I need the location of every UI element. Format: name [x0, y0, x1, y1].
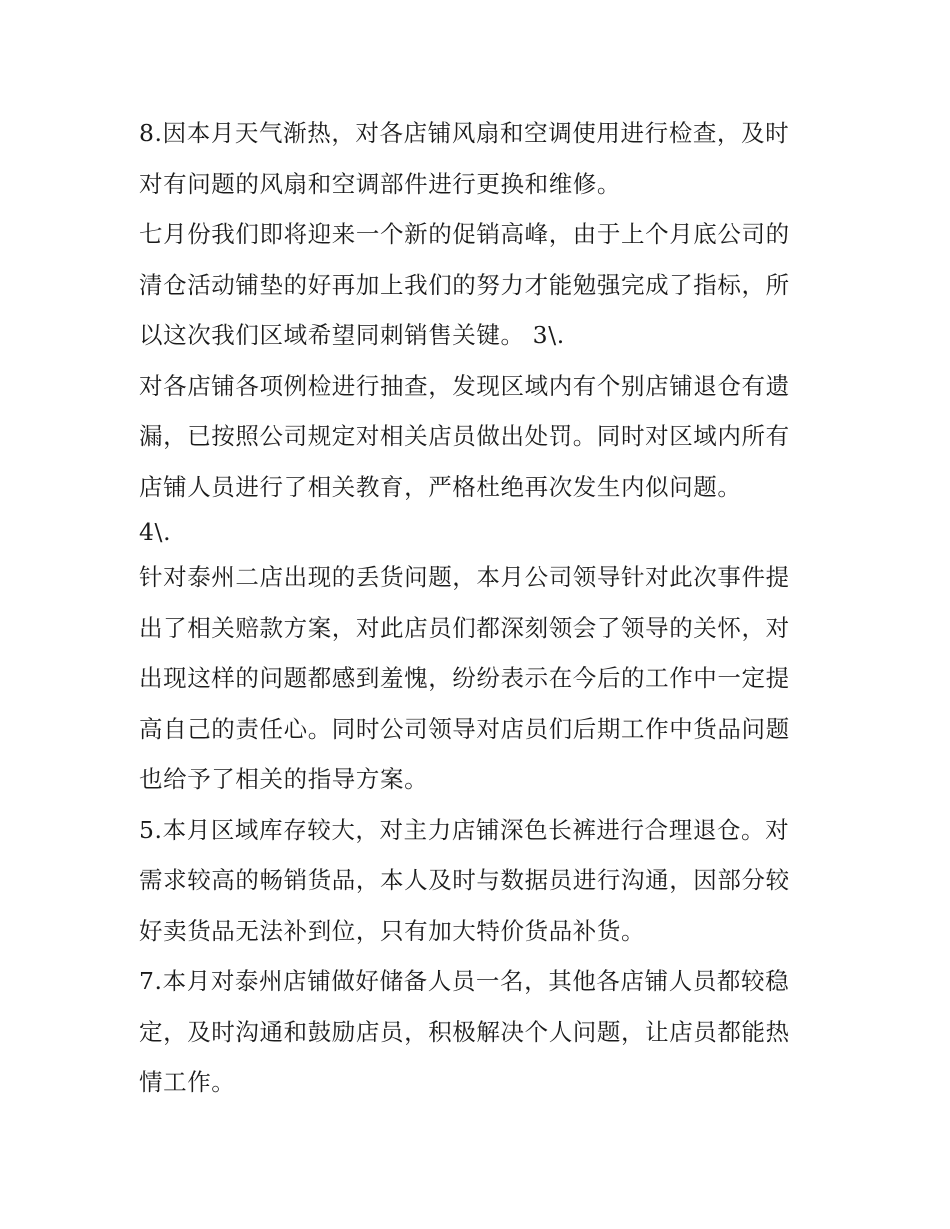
- text-line: 针对泰州二店出现的丢货问题，本月公司领导针对此次事件提: [139, 563, 790, 591]
- text-line: 对各店铺各项例检进行抽查，发现区域内有个别店铺退仓有遗: [139, 371, 790, 400]
- text-line: 定，及时沟通和鼓励店员，积极解决个人问题，让店员都能热: [139, 1017, 790, 1046]
- text-line: 4\.: [139, 518, 172, 546]
- text-line: 以这次我们区域希望同刺销售关键。 3\.: [139, 321, 565, 349]
- text-line: 对有问题的风扇和空调部件进行更换和维修。: [139, 169, 621, 198]
- text-line: 七月份我们即将迎来一个新的促销高峰，由于上个月底公司的: [139, 220, 790, 248]
- text-line: 情工作。: [139, 1068, 236, 1096]
- text-line: 出现这样的问题都感到羞愧，纷纷表示在今后的工作中一定提: [139, 664, 790, 692]
- text-line: 8.因本月天气渐热，对各店铺风扇和空调使用进行检查，及时: [139, 119, 790, 147]
- text-line: 也给予了相关的指导方案。: [139, 765, 429, 793]
- text-line: 清仓活动铺垫的好再加上我们的努力才能勉强完成了指标，所: [139, 270, 790, 299]
- text-line: 漏，已按照公司规定对相关店员做出处罚。同时对区域内所有: [139, 422, 790, 450]
- text-line: 出了相关赔款方案，对此店员们都深刻领会了领导的关怀，对: [139, 613, 790, 642]
- text-line: 店铺人员进行了相关教育，严格杜绝再次发生内似问题。: [139, 472, 742, 501]
- text-line: 高自己的责任心。同时公司领导对店员们后期工作中货品问题: [139, 714, 790, 743]
- document-body: [139, 108, 819, 1108]
- text-line: 需求较高的畅销货品，本人及时与数据员进行沟通，因部分较: [139, 866, 790, 894]
- text-line: 5.本月区域库存较大，对主力店铺深色长裤进行合理退仓。对: [139, 815, 790, 844]
- text-line: 7.本月对泰州店铺做好储备人员一名，其他各店铺人员都较稳: [139, 967, 790, 995]
- text-line: 好卖货品无法补到位，只有加大特价货品补货。: [139, 916, 646, 945]
